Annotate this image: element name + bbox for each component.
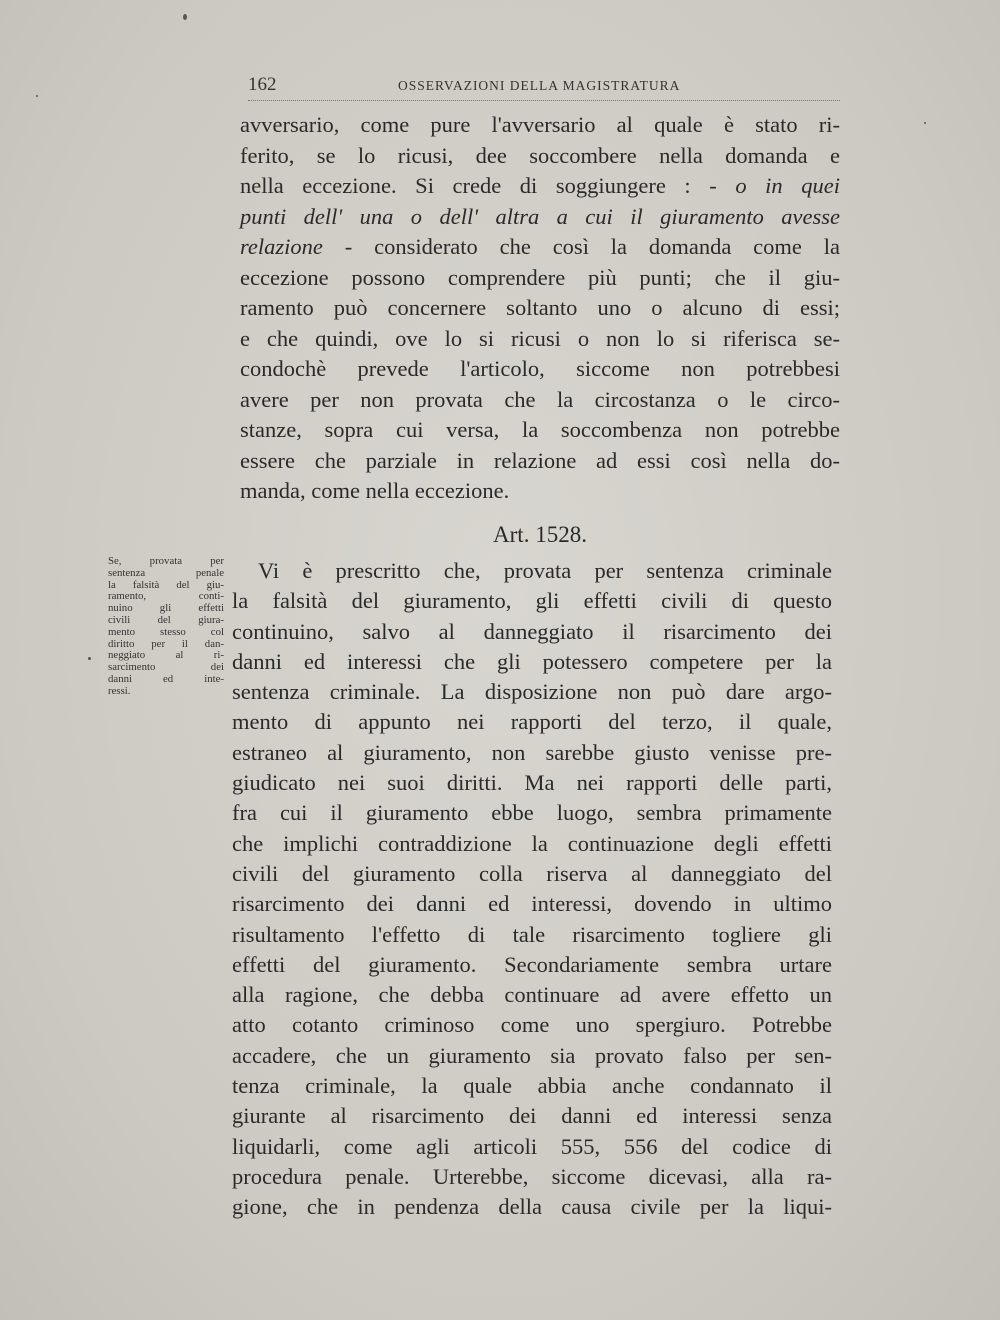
text-line: ramento può concernere soltanto uno o alcuno di essi; [240,295,840,320]
text-line: giudicato nei suoi diritti. Ma nei rapporti delle parti, [232,770,832,796]
running-title: OSSERVAZIONI DELLA MAGISTRATURA [398,78,681,93]
text-line: la falsità del giuramento, gli effetti civili di questo [232,588,832,614]
text-line: sentenza criminale. La disposizione non può dare argo- [232,679,832,705]
text-line: continuino, salvo al danneggiato il risarcimento dei [232,618,832,644]
text-line: gione, che in pendenza della causa civile per la liqui- [232,1194,832,1220]
text-line: giurante al risarcimento dei danni ed interessi senza [232,1103,832,1129]
text-line: ferito, se lo ricusi, dee soccombere nella domanda e [240,142,840,168]
text-line: liquidarli, come agli articoli 555, 556 del codice di [232,1133,832,1159]
text-segment: - considerato che così la domanda come la [322,234,840,259]
text-line: mento di appunto nei rapporti del terzo, il quale, [232,709,832,735]
text-line: danni ed interessi che gli potessero competere per la [232,648,832,674]
text-line: atto cotanto criminoso come uno spergiuro. Potrebbe [232,1012,832,1038]
margin-note-line: sarcimento dei [108,661,224,674]
margin-note-line: danni ed inte- [108,672,224,685]
text-line: stanze, sopra cui versa, la soccombenza non potrebbe [240,417,840,442]
margin-note-line: la falsità del giu- [108,578,224,591]
text-line: civili del giuramento colla riserva al danneggiato del [232,860,832,886]
margin-note-line: diritto per il dan- [108,637,224,650]
article-body [232,556,832,1223]
italic-quote: relazione [240,234,323,259]
text-line [240,171,840,202]
paper-speck [88,657,91,660]
text-line: risarcimento dei danni ed interessi, dovendo in ultimo [232,891,832,917]
paragraph-continued [240,110,840,507]
running-head [248,70,840,101]
text-line [240,232,840,263]
text-line: che implichi contraddizione la continuazione degli effetti [232,830,832,856]
text-line: accadere, che un giuramento sia provato falso per sen- [232,1042,832,1068]
text-line: procedura penale. Urterebbe, siccome dicevasi, alla ra- [232,1163,832,1189]
text-line: essere che parziale in relazione ad essi così nella do- [240,447,840,473]
margin-note-line: Se, provata per [108,555,224,567]
margin-note-line: ramento, conti- [108,590,224,603]
margin-note-line: ressi. [108,684,131,697]
text-line: Vi è prescritto che, provata per sentenza criminale [258,558,832,583]
margin-note-line: nuino gli effetti [108,602,224,615]
margin-note-line: civili del giura- [108,613,224,626]
italic-quote: o in quei [735,173,840,198]
margin-note-line: sentenza penale [108,566,224,579]
text-line: avere per non provata che la circostanza o le circo- [240,386,840,412]
margin-note-line: neggiato al ri- [108,649,224,662]
article-heading: Art. 1528. [493,522,587,547]
text-line: risultamento l'effetto di tale risarcimento togliere gli [232,921,832,947]
italic-quote: punti dell' una o dell' altra a cui il giuramento avesse [240,203,840,229]
text-line [240,202,840,233]
paper-speck [183,14,187,20]
marginal-note [108,556,224,698]
text-line: tenza criminale, la quale abbia anche condannato il [232,1073,832,1099]
text-line: eccezione possono comprendere più punti; che il giu- [240,264,840,290]
text-line: manda, come nella eccezione. [240,478,510,503]
text-line: condochè prevede l'articolo, siccome non potrebbesi [240,356,840,381]
text-line: effetti del giuramento. Secondariamente sembra urtare [232,951,832,977]
text-line: avversario, come pure l'avversario al quale è stato ri- [240,112,840,137]
page-number: 162 [248,74,277,95]
text-segment: nella eccezione. Si crede di soggiungere : - [240,173,736,198]
text-line: fra cui il giuramento ebbe luogo, sembra primamente [232,800,832,826]
paper-speck [924,122,926,124]
margin-note-line: mento stesso col [108,625,224,638]
text-line: e che quindi, ove lo si ricusi o non lo si riferisca se- [240,325,840,351]
paper-speck [36,95,38,97]
text-line: alla ragione, che debba continuare ad avere effetto un [232,982,832,1008]
text-line: estraneo al giuramento, non sarebbe giusto venisse pre- [232,739,832,765]
